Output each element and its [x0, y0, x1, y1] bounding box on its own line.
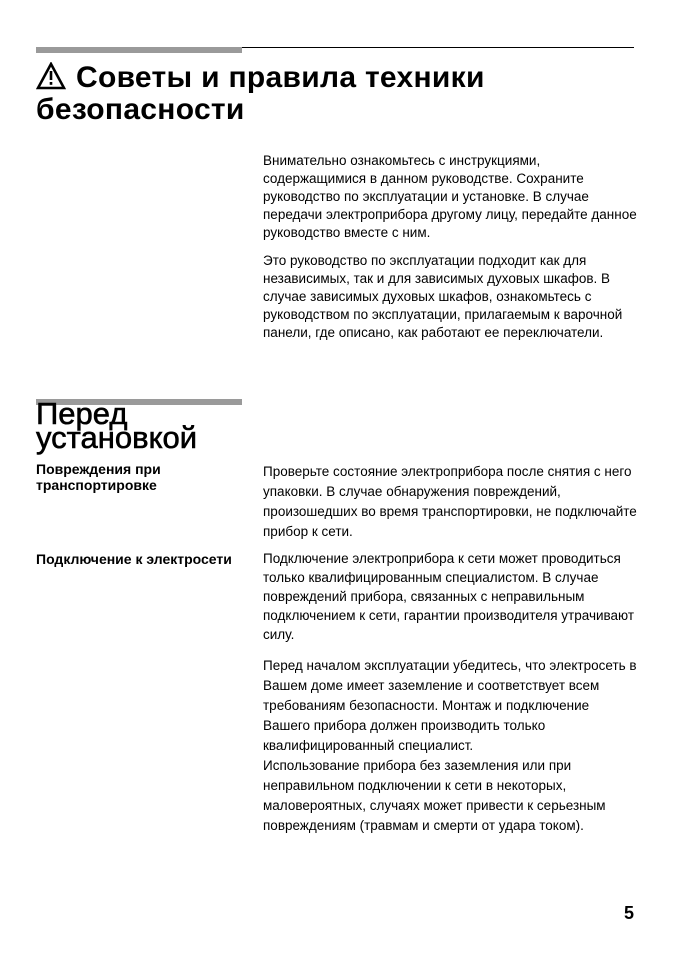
page-number: 5	[623, 903, 634, 923]
paragraph: Перед началом эксплуатации убедитесь, что электросеть в Вашем доме имеет заземление и соответствует всем требованиям безопасности. Монтаж и подключение Вашего прибора должен производить только квалифицированный специалист.	[263, 658, 637, 753]
section-rule-thick	[36, 47, 242, 53]
subheading-connection: Подключение к электросети	[36, 551, 232, 567]
warning-triangle-icon	[36, 62, 66, 90]
section-rule-thin	[242, 47, 634, 48]
paragraph: Использование прибора без заземления или при неправильном подключении к сети в некоторых, маловероятных, случаях может привести к серьезным повреждениям (травмам и смерти от удара током).	[263, 758, 606, 833]
section-title-installation: Перед установкой	[36, 396, 198, 455]
section-title-text: Советы и правила техники безопасности	[36, 61, 485, 126]
paragraph: Это руководство по эксплуатации подходит как для независимых, так и для зависимых духовых шкафов. В случае зависимых духовых шкафов, ознакомьтесь с руководством по эксплуатации, прилагаемым к варочной панели, где описано, как работают ее переключатели.	[263, 253, 623, 340]
damage-text	[263, 462, 639, 542]
paragraph: Подключение электроприбора к сети может проводиться только квалифицированным специалистом. В случае повреждений прибора, связанных с неправильным подключением к сети, гарантии производителя утрачивают силу.	[263, 551, 635, 642]
safety-text	[263, 152, 639, 342]
paragraph: Внимательно ознакомьтесь с инструкциями, содержащимися в данном руководстве. Сохраните руководство по эксплуатации и установке. В случае передачи электроприбора другому лицу, передайте данное руководство вместе с ним.	[263, 153, 637, 240]
section-title-safety	[36, 62, 636, 126]
connection-text	[263, 549, 639, 836]
subheading-damage: Повреждения при транспортировке	[36, 461, 161, 493]
paragraph: Проверьте состояние электроприбора после снятия с него упаковки. В случае обнаружения повреждений, произошедших во время транспортировки, не подключайте прибор к сети.	[263, 464, 637, 539]
